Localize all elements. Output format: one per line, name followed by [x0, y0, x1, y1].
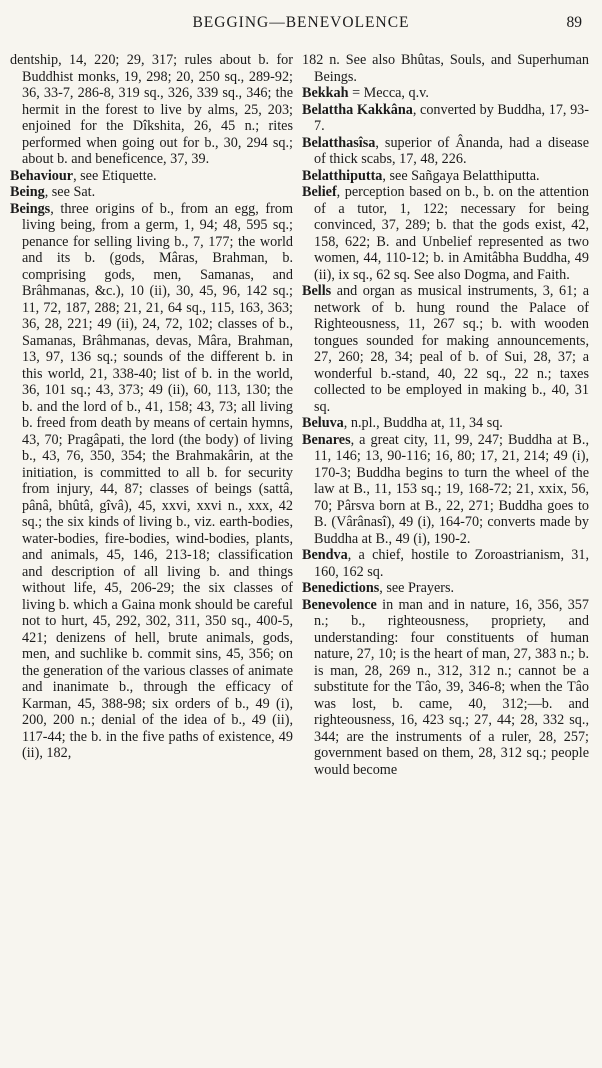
right-column [302, 52, 589, 778]
index-entry [10, 201, 293, 762]
index-entry [302, 547, 589, 580]
left-column [10, 52, 293, 762]
entry-text: , n.pl., Buddha at, 11, 34 sq. [343, 415, 503, 431]
index-entry [302, 168, 589, 185]
entry-text: dentship, 14, 220; 29, 317; rules about b. for Buddhist monks, 19, 298; 20, 250 sq., 289-92; 36, 33-7, 286-8, 319 sq., 326, 339 sq., 346; the hermit in the forest to live by alms, 25, 203; enjoined for the Dîkshita, 26, 45 n.; rites performed when going out for b., 30, 294 sq.; about b. and beneficence, 37, 39. [10, 52, 293, 167]
index-entry [302, 415, 589, 432]
entry-text: , three origins of b., from an egg, from living being, from a germ, 1, 94; 48, 595 sq.; penance for selling living b., 7, 177; the world and its b. (gods, Mâras, Brahman, b. comprising gods, men, Samanas, and Brâhmanas, &c.), 10 (ii), 30, 45, 96, 142 sq.; 11, 72, 187, 288; 21, 21, 64 sq., 115, 163, 363; 36, 28, 221; 49 (ii), 24, 72, 102; classes of b., Samanas, Brâhmanas, devas, Mâra, Brahman, 13, 97, 136 sq.; sounds of the different b. in this world, 21, 338-40; list of b. in the world, 36, 101 sq.; 43, 373; 49 (ii), 60, 113, 130; the b. and the lord of b., 41, 158; 43, 73; all living b. freed from death by means of certain hymns, 43, 70; Pragâpati, the lord (the body) of living b., 43, 76, 350, 354; the Brahmakârin, at the initiation, is committed to all b. for security from injury, 44, 87; classes of beings (sattâ, pânâ, bhûtâ, gîvâ), 45, xxvi, xxvi n., xxx, 42 sq.; the six kinds of living b., viz. earth-bodies, water-bodies, fire-bodies, wind-bodies, plants, and animals, 45, 146, 213-18; classification and description of all living b. and things without life, 45, 206-29; the six classes of living b. which a Gaina monk should be careful not to hurt, 45, 292, 302, 311, 350 sq., 400-5, 421; denizens of hell, brute animals, gods, men, and suchlike b. commit sins, 45, 356; on the generation of the various classes of animate and inanimate b., through the efficacy of Karman, 45, 388-98; six orders of b., 49 (i), 200, 200 n.; denial of the idea of b., 49 (ii), 117-44; the b. in the five paths of existence, 49 (ii), 182, [22, 200, 293, 761]
entry-headword: Bells [302, 283, 332, 299]
page-header [0, 14, 602, 38]
entry-text: , a chief, hostile to Zoroastrianism, 31, 160, 162 sq. [314, 547, 589, 580]
index-entry [302, 85, 589, 102]
index-entry [302, 52, 589, 85]
entry-text: , a great city, 11, 99, 247; Buddha at B., 11, 146; 13, 90-116; 16, 80; 17, 21, 214; 49 (i), 170-3; Buddha begins to turn the wheel of the law at B., 11, 153 sq.; 19, 168-72; 21, xxix, 56, 70; Pârsva born at B., 22, 271; Buddha goes to B. (Vârânasî), 49 (i), 164-70; converts made by Buddha at B., 49 (i), 190-2. [314, 431, 589, 547]
index-entry [10, 184, 293, 201]
entry-headword: Behaviour [10, 167, 74, 184]
entry-headword: Benares [302, 431, 351, 448]
entry-headword: Being [10, 184, 45, 200]
entry-headword: Belattha Kakkâna [302, 101, 413, 118]
entry-text: , perception based on b., b. on the attention of a tutor, 1, 122; necessary for being convinced, 37, 289; b. that the gods exist, 42, 158, 622; B. and Unbelief represented as two women, 44, 110-12; b. in Amitâbha Buddha, 49 (ii), ix sq., 62 sq. See also Dogma, and Faith. [314, 184, 589, 283]
entry-text: and organ as musical instruments, 3, 61; a network of b. hung round the Palace of Righteousness, 11, 267 sq.; b. with wooden tongues sounded for making announcements, 27, 260; 28, 34; peal of b. of Sui, 28, 37; a wonderful b.-stand, 40, 22 sq., 22 n.; taxes collected to be employed in making b., 40, 31 sq. [314, 283, 589, 415]
entry-headword: Bendva [302, 547, 348, 563]
entry-headword: Bekkah [302, 85, 349, 101]
entry-headword: Beings [10, 200, 51, 217]
entry-headword: Beluva [302, 415, 344, 431]
entry-text: , see Sat. [44, 184, 96, 200]
entry-text: , superior of Ânanda, had a disease of thick scabs, 17, 48, 226. [314, 134, 589, 167]
page-number: 89 [566, 14, 582, 31]
index-entry [302, 580, 589, 597]
index-entry [302, 102, 589, 135]
index-entry [302, 283, 589, 415]
index-entry [10, 168, 293, 185]
entry-text: 182 n. See also Bhûtas, Souls, and Superhuman Beings. [302, 52, 589, 85]
entry-text: in man and in nature, 16, 356, 357 n.; b., righteousness, propriety, and understanding: four constituents of human nature, 27, 10; is the heart of man, 27, 383 n.; b. is man, 28, 269 n., 312, 312 n.; cannot be a substitute for the Tâo, 39, 346-8; when the Tâo was lost, b. came, 40, 312;—b. and righteousness, 16, 423 sq.; 27, 44; 28, 332 sq., 344; are the instruments of a ruler, 28, 257; government based on them, 28, 312 sq.; people would become [314, 596, 589, 778]
index-entry [302, 135, 589, 168]
entry-text: , converted by Buddha, 17, 93-7. [314, 101, 590, 134]
running-title: BEGGING—BENEVOLENCE [192, 14, 410, 31]
entry-headword: Benevolence [302, 596, 377, 613]
entry-headword: Belatthasîsa [302, 134, 376, 151]
entry-text: , see Sañgaya Belatthiputta. [382, 167, 540, 184]
index-entry [302, 597, 589, 779]
index-entry [10, 52, 293, 168]
entry-headword: Benedictions [302, 580, 380, 596]
index-entry [302, 184, 589, 283]
entry-headword: Belatthiputta [302, 167, 383, 184]
index-entry [302, 432, 589, 548]
entry-headword: Belief [302, 184, 337, 200]
entry-text: = Mecca, q.v. [348, 85, 429, 101]
entry-text: , see Etiquette. [73, 167, 157, 184]
entry-text: , see Prayers. [379, 580, 455, 596]
